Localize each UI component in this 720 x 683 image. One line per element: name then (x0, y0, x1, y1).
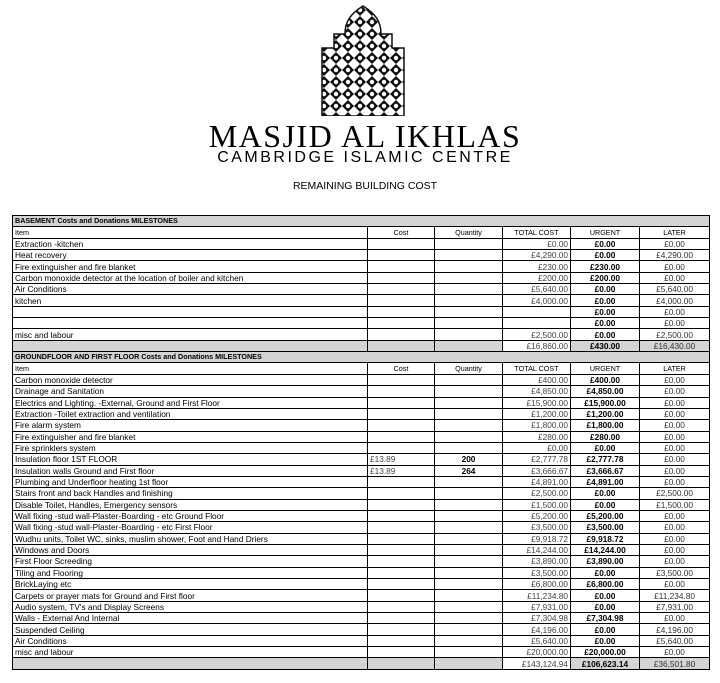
totals-spacer (13, 340, 368, 351)
later-cell: £0.00 (640, 431, 710, 442)
table-row (13, 567, 710, 578)
item-cell: Suspended Ceiling (13, 624, 368, 635)
urgent-cell: £0.00 (571, 284, 640, 295)
item-cell: Fire alarm system (13, 420, 368, 431)
total-cost-cell: £3,666.67 (503, 465, 571, 476)
item-cell: Windows and Doors (13, 544, 368, 555)
item-cell: Wall fixing -stud wall-Plaster-Boarding - etc Ground Floor (13, 510, 368, 521)
item-cell: Carbon monoxide detector (13, 374, 368, 385)
table-row (13, 306, 710, 317)
table-row (13, 397, 710, 408)
item-cell: BrickLaying etc (13, 579, 368, 590)
mosque-logo (318, 4, 408, 116)
column-header-later: LATER (640, 227, 710, 238)
urgent-cell: £6,800.00 (571, 579, 640, 590)
quantity-cell: 200 (435, 454, 503, 465)
later-cell: £5,640.00 (640, 635, 710, 646)
later-cell: £3,500.00 (640, 567, 710, 578)
cost-cell (368, 601, 435, 612)
urgent-cell: £3,666.67 (571, 465, 640, 476)
item-cell: misc and labour (13, 647, 368, 658)
urgent-cell: £200.00 (571, 272, 640, 283)
total-cost-cell: £4,850.00 (503, 386, 571, 397)
urgent-cell: £0.00 (571, 295, 640, 306)
column-header-quantity: Quantity (435, 363, 503, 374)
total-cost-cell: £4,891.00 (503, 476, 571, 487)
total-cost-cell: £4,000.00 (503, 295, 571, 306)
urgent-cell: £0.00 (571, 601, 640, 612)
brand-title: MASJID AL IKHLAS (208, 118, 522, 154)
item-cell: Fire extinguisher and fire blanket (13, 431, 368, 442)
totals-spacer (13, 658, 368, 669)
item-cell: kitchen (13, 295, 368, 306)
cost-cell (368, 635, 435, 646)
urgent-cell: £0.00 (571, 238, 640, 249)
quantity-cell: 264 (435, 465, 503, 476)
total-cost-cell: £5,640.00 (503, 635, 571, 646)
urgent-cell: £3,890.00 (571, 556, 640, 567)
cost-cell (368, 261, 435, 272)
quantity-cell (435, 238, 503, 249)
item-cell: Wall fixing -stud wall-Plaster-Boarding - etc First Floor (13, 522, 368, 533)
column-header-cost: Cost (368, 363, 435, 374)
quantity-cell (435, 522, 503, 533)
table-row (13, 386, 710, 397)
later-cell: £2,500.00 (640, 329, 710, 340)
later-cell: £0.00 (640, 261, 710, 272)
urgent-cell: £20,000.00 (571, 647, 640, 658)
cost-cell (368, 510, 435, 521)
column-header-total: TOTAL COST (503, 363, 571, 374)
urgent-sum: £106,623.14 (571, 658, 640, 669)
later-cell: £0.00 (640, 408, 710, 419)
later-cell: £0.00 (640, 465, 710, 476)
item-cell: Walls - External And Internal (13, 613, 368, 624)
item-cell: Extraction -kitchen (13, 238, 368, 249)
cost-cell (368, 544, 435, 555)
item-cell: Fire sprinklers system (13, 442, 368, 453)
cost-cell (368, 329, 435, 340)
quantity-cell (435, 601, 503, 612)
total-cost-cell: £5,640.00 (503, 284, 571, 295)
later-cell: £0.00 (640, 306, 710, 317)
later-cell: £0.00 (640, 374, 710, 385)
cost-cell (368, 386, 435, 397)
quantity-cell (435, 624, 503, 635)
table-row (13, 284, 710, 295)
quantity-cell (435, 613, 503, 624)
cost-cell (368, 476, 435, 487)
cost-cell (368, 306, 435, 317)
quantity-cell (435, 306, 503, 317)
totals-row (13, 340, 710, 351)
cost-cell (368, 647, 435, 658)
item-cell: Carpets or prayer mats for Ground and First floor (13, 590, 368, 601)
table-row (13, 510, 710, 521)
item-cell: Fire extinguisher and fire blanket (13, 261, 368, 272)
total-cost-cell: £400.00 (503, 374, 571, 385)
quantity-cell (435, 386, 503, 397)
cost-cell (368, 250, 435, 261)
table-row (13, 522, 710, 533)
quantity-cell (435, 544, 503, 555)
later-cell: £4,290.00 (640, 250, 710, 261)
cost-cell (368, 431, 435, 442)
item-cell: Insulation floor 1ST FLOOR (13, 454, 368, 465)
cost-cell (368, 295, 435, 306)
item-cell: misc and labour (13, 329, 368, 340)
later-sum: £16,430.00 (640, 340, 710, 351)
total-cost-cell: £4,196.00 (503, 624, 571, 635)
total-cost-cell: £1,500.00 (503, 499, 571, 510)
total-cost-cell: £9,918.72 (503, 533, 571, 544)
table-row (13, 635, 710, 646)
quantity-cell (435, 579, 503, 590)
quantity-cell (435, 397, 503, 408)
table-row (13, 624, 710, 635)
item-cell: Drainage and Sanitation (13, 386, 368, 397)
urgent-cell: £14,244.00 (571, 544, 640, 555)
total-cost-cell: £20,000.00 (503, 647, 571, 658)
item-cell: Plumbing and Underfloor heating 1st floor (13, 476, 368, 487)
column-header-later: LATER (640, 363, 710, 374)
quantity-cell (435, 590, 503, 601)
table-row (13, 318, 710, 329)
cost-cell (368, 579, 435, 590)
cost-cell (368, 499, 435, 510)
urgent-cell: £0.00 (571, 250, 640, 261)
document-title: REMAINING BUILDING COST (292, 180, 438, 192)
quantity-cell (435, 635, 503, 646)
later-cell: £0.00 (640, 579, 710, 590)
total-cost-cell: £280.00 (503, 431, 571, 442)
total-cost-sum: £143,124.94 (503, 658, 571, 669)
urgent-cell: £400.00 (571, 374, 640, 385)
column-header-urgent: URGENT (571, 363, 640, 374)
later-cell: £0.00 (640, 318, 710, 329)
quantity-cell (435, 420, 503, 431)
urgent-cell: £0.00 (571, 306, 640, 317)
quantity-cell (435, 510, 503, 521)
table-row (13, 295, 710, 306)
totals-spacer (368, 658, 435, 669)
column-header-item: Item (13, 363, 368, 374)
cost-table (12, 215, 710, 670)
cost-cell (368, 397, 435, 408)
table-row (13, 272, 710, 283)
item-cell: First Floor Screeding (13, 556, 368, 567)
section-header (13, 216, 710, 227)
total-cost-cell: £2,500.00 (503, 488, 571, 499)
quantity-cell (435, 533, 503, 544)
table-row (13, 590, 710, 601)
total-cost-cell: £0.00 (503, 238, 571, 249)
urgent-cell: £4,850.00 (571, 386, 640, 397)
item-cell (13, 306, 368, 317)
cost-cell (368, 613, 435, 624)
urgent-cell: £0.00 (571, 590, 640, 601)
later-cell: £0.00 (640, 420, 710, 431)
urgent-cell: £1,200.00 (571, 408, 640, 419)
quantity-cell (435, 295, 503, 306)
cost-cell (368, 420, 435, 431)
totals-spacer (435, 658, 503, 669)
urgent-sum: £430.00 (571, 340, 640, 351)
urgent-cell: £230.00 (571, 261, 640, 272)
quantity-cell (435, 647, 503, 658)
cost-cell: £13.89 (368, 465, 435, 476)
table-row (13, 250, 710, 261)
quantity-cell (435, 488, 503, 499)
later-cell: £4,196.00 (640, 624, 710, 635)
item-cell: Insulation walls Ground and First floor (13, 465, 368, 476)
later-cell: £0.00 (640, 386, 710, 397)
section-title: BASEMENT Costs and Donations MILESTONES (13, 216, 710, 227)
totals-spacer (368, 340, 435, 351)
urgent-cell: £0.00 (571, 499, 640, 510)
later-cell: £4,000.00 (640, 295, 710, 306)
table-row (13, 454, 710, 465)
later-cell: £0.00 (640, 544, 710, 555)
table-row (13, 238, 710, 249)
later-cell: £0.00 (640, 510, 710, 521)
table-row (13, 442, 710, 453)
table-row (13, 499, 710, 510)
brand-subtitle: CAMBRIDGE ISLAMIC CENTRE (217, 149, 513, 166)
table-row (13, 579, 710, 590)
quantity-cell (435, 272, 503, 283)
table-row (13, 613, 710, 624)
cost-cell (368, 556, 435, 567)
totals-row (13, 658, 710, 669)
total-cost-cell: £0.00 (503, 442, 571, 453)
later-cell: £0.00 (640, 238, 710, 249)
later-cell: £0.00 (640, 397, 710, 408)
later-cell: £0.00 (640, 454, 710, 465)
column-header-total: TOTAL COST (503, 227, 571, 238)
cost-cell (368, 624, 435, 635)
quantity-cell (435, 374, 503, 385)
column-header-item: Item (13, 227, 368, 238)
total-cost-cell: £1,800.00 (503, 420, 571, 431)
quantity-cell (435, 442, 503, 453)
table-row (13, 544, 710, 555)
column-header-row (13, 363, 710, 374)
urgent-cell: £2,777.78 (571, 454, 640, 465)
urgent-cell: £0.00 (571, 329, 640, 340)
cost-cell (368, 238, 435, 249)
section-title: GROUNDFLOOR AND FIRST FLOOR Costs and Donations MILESTONES (13, 352, 710, 363)
column-header-quantity: Quantity (435, 227, 503, 238)
table-row (13, 431, 710, 442)
cost-cell: £13.89 (368, 454, 435, 465)
urgent-cell: £5,200.00 (571, 510, 640, 521)
item-cell: Heat recovery (13, 250, 368, 261)
cost-cell (368, 318, 435, 329)
quantity-cell (435, 499, 503, 510)
quantity-cell (435, 476, 503, 487)
later-sum: £36,501.80 (640, 658, 710, 669)
table-row (13, 476, 710, 487)
total-cost-cell: £3,500.00 (503, 567, 571, 578)
total-cost-cell: £6,800.00 (503, 579, 571, 590)
later-cell: £0.00 (640, 613, 710, 624)
item-cell: Carbon monoxide detector at the location of boiler and kitchen (13, 272, 368, 283)
table-row (13, 601, 710, 612)
table-row (13, 556, 710, 567)
table-row (13, 374, 710, 385)
cost-cell (368, 488, 435, 499)
later-cell: £0.00 (640, 442, 710, 453)
urgent-cell: £0.00 (571, 624, 640, 635)
column-header-cost: Cost (368, 227, 435, 238)
total-cost-cell: £5,200.00 (503, 510, 571, 521)
item-cell: Extraction -Toilet extraction and ventilation (13, 408, 368, 419)
later-cell: £0.00 (640, 272, 710, 283)
urgent-cell: £0.00 (571, 635, 640, 646)
quantity-cell (435, 318, 503, 329)
total-cost-cell: £4,290.00 (503, 250, 571, 261)
table-row (13, 261, 710, 272)
later-cell: £7,931.00 (640, 601, 710, 612)
quantity-cell (435, 250, 503, 261)
total-cost-sum: £16,860.00 (503, 340, 571, 351)
section-header (13, 352, 710, 363)
total-cost-cell: £7,931.00 (503, 601, 571, 612)
urgent-cell: £0.00 (571, 488, 640, 499)
cost-cell (368, 284, 435, 295)
cost-cell (368, 272, 435, 283)
later-cell: £0.00 (640, 476, 710, 487)
item-cell: Wudhu units, Toilet WC, sinks, muslim shower, Foot and Hand Driers (13, 533, 368, 544)
total-cost-cell: £11,234.80 (503, 590, 571, 601)
item-cell: Air Conditions (13, 284, 368, 295)
item-cell: Electrics and Lighting. -External, Ground and First Floor (13, 397, 368, 408)
later-cell: £0.00 (640, 556, 710, 567)
later-cell: £2,500.00 (640, 488, 710, 499)
total-cost-cell: £3,890.00 (503, 556, 571, 567)
item-cell: Stairs front and back Handles and finishing (13, 488, 368, 499)
total-cost-cell: £3,500.00 (503, 522, 571, 533)
item-cell: Disable Toilet, Handles, Emergency sensors (13, 499, 368, 510)
quantity-cell (435, 261, 503, 272)
urgent-cell: £3,500.00 (571, 522, 640, 533)
table-row (13, 647, 710, 658)
later-cell: £0.00 (640, 533, 710, 544)
total-cost-cell: £2,500.00 (503, 329, 571, 340)
urgent-cell: £0.00 (571, 567, 640, 578)
table-row (13, 488, 710, 499)
item-cell: Air Conditions (13, 635, 368, 646)
total-cost-cell: £14,244.00 (503, 544, 571, 555)
cost-cell (368, 567, 435, 578)
table-row (13, 533, 710, 544)
table-row (13, 465, 710, 476)
quantity-cell (435, 567, 503, 578)
later-cell: £1,500.00 (640, 499, 710, 510)
total-cost-cell: £7,304.98 (503, 613, 571, 624)
cost-cell (368, 374, 435, 385)
later-cell: £0.00 (640, 647, 710, 658)
urgent-cell: £280.00 (571, 431, 640, 442)
later-cell: £11,234.80 (640, 590, 710, 601)
cost-cell (368, 533, 435, 544)
total-cost-cell: £2,777.78 (503, 454, 571, 465)
urgent-cell: £0.00 (571, 318, 640, 329)
quantity-cell (435, 329, 503, 340)
cost-cell (368, 442, 435, 453)
total-cost-cell: £200.00 (503, 272, 571, 283)
quantity-cell (435, 556, 503, 567)
urgent-cell: £7,304.98 (571, 613, 640, 624)
urgent-cell: £4,891.00 (571, 476, 640, 487)
total-cost-cell (503, 318, 571, 329)
later-cell: £5,640.00 (640, 284, 710, 295)
urgent-cell: £15,900.00 (571, 397, 640, 408)
quantity-cell (435, 431, 503, 442)
table-row (13, 420, 710, 431)
cost-cell (368, 408, 435, 419)
total-cost-cell: £230.00 (503, 261, 571, 272)
total-cost-cell (503, 306, 571, 317)
urgent-cell: £0.00 (571, 442, 640, 453)
urgent-cell: £1,800.00 (571, 420, 640, 431)
cost-cell (368, 522, 435, 533)
item-cell (13, 318, 368, 329)
quantity-cell (435, 408, 503, 419)
item-cell: Tiling and Flooring (13, 567, 368, 578)
urgent-cell: £9,918.72 (571, 533, 640, 544)
cost-cell (368, 590, 435, 601)
item-cell: Audio system, TV's and Display Screens (13, 601, 368, 612)
total-cost-cell: £1,200.00 (503, 408, 571, 419)
column-header-row (13, 227, 710, 238)
column-header-urgent: URGENT (571, 227, 640, 238)
later-cell: £0.00 (640, 522, 710, 533)
quantity-cell (435, 284, 503, 295)
table-row (13, 408, 710, 419)
table-row (13, 329, 710, 340)
totals-spacer (435, 340, 503, 351)
total-cost-cell: £15,900.00 (503, 397, 571, 408)
